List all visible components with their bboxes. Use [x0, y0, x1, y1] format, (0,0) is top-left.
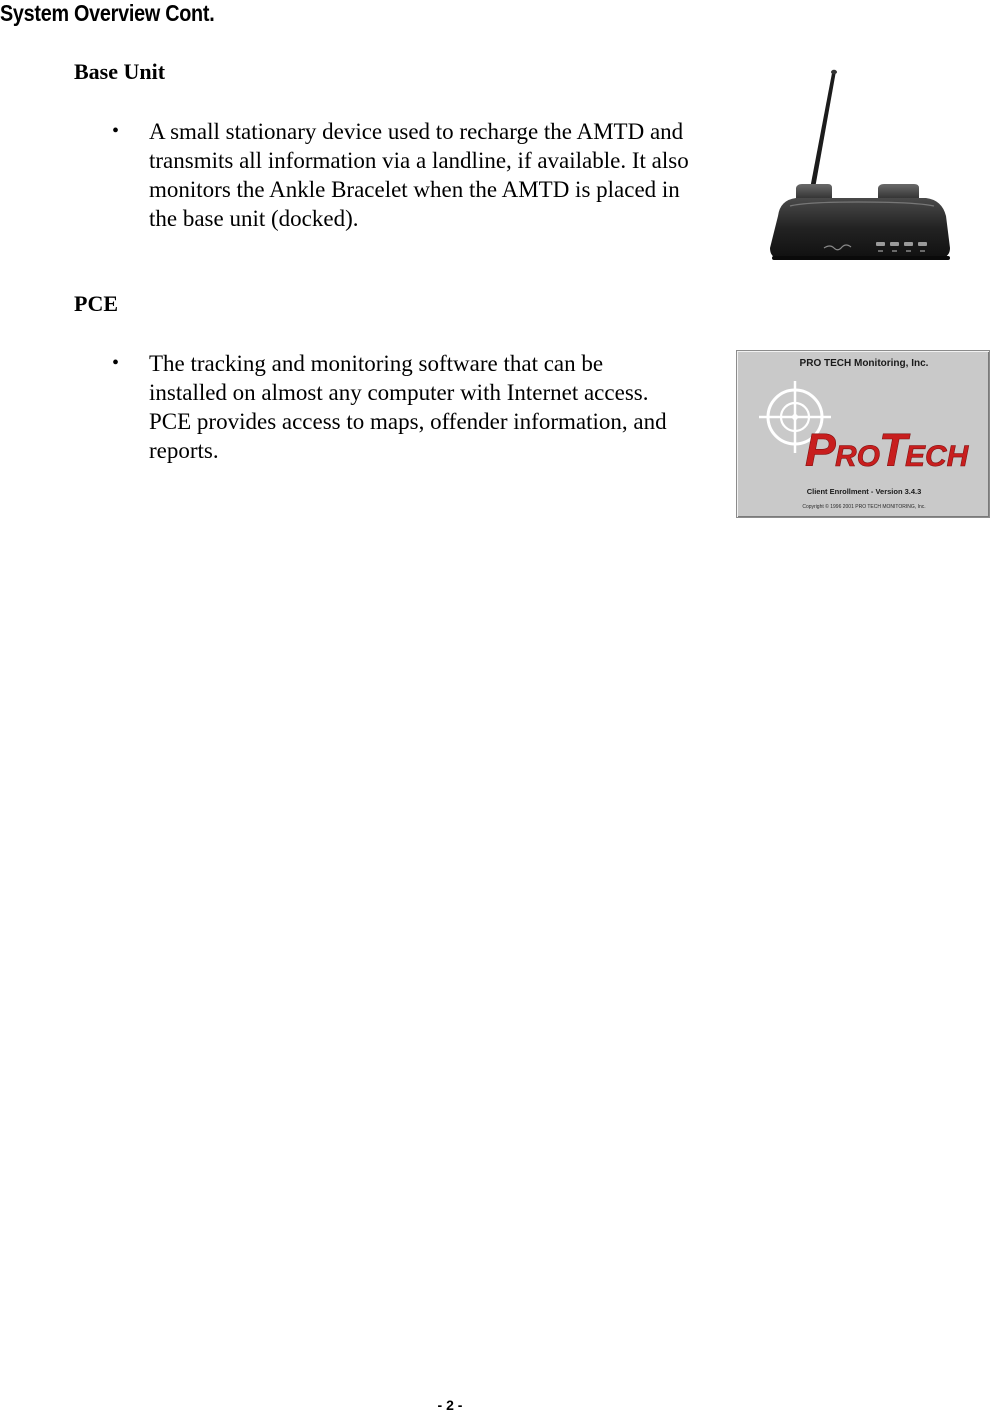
protech-logo — [757, 377, 972, 477]
base-unit-description: A small stationary device used to recharge the AMTD and transmits all information via a landline, if available. It also monitors the Ankle Bracelet when the AMTD is placed in the base unit (docked). — [149, 119, 689, 231]
pce-description: The tracking and monitoring software that can be installed on almost any computer with Internet access. PCE provides access to maps, offender information, and reports. — [149, 351, 667, 463]
section-title-pce: PCE — [74, 291, 118, 316]
pce-splash-screen — [736, 350, 990, 518]
splash-version: Client Enrollment - Version 3.4.3 — [806, 487, 922, 496]
bullet-icon: • — [112, 352, 120, 374]
splash-copyright: Copyright © 1996 2001 PRO TECH MONITORING, Inc. — [802, 504, 926, 510]
page-number: - 2 - — [437, 1397, 463, 1413]
base-unit-photo — [766, 66, 956, 266]
page-title: System Overview Cont. — [0, 0, 215, 26]
section-title-base-unit: Base Unit — [74, 59, 166, 84]
base-unit-bullet — [112, 117, 712, 237]
bullet-icon: • — [112, 120, 120, 142]
splash-company-name: PRO TECH Monitoring, Inc. — [799, 358, 929, 369]
svg-text:RO: RO — [835, 440, 880, 473]
pce-bullet — [112, 349, 712, 469]
svg-text:P: P — [805, 424, 836, 476]
svg-text:T: T — [879, 424, 908, 476]
svg-text:ECH: ECH — [905, 440, 969, 473]
